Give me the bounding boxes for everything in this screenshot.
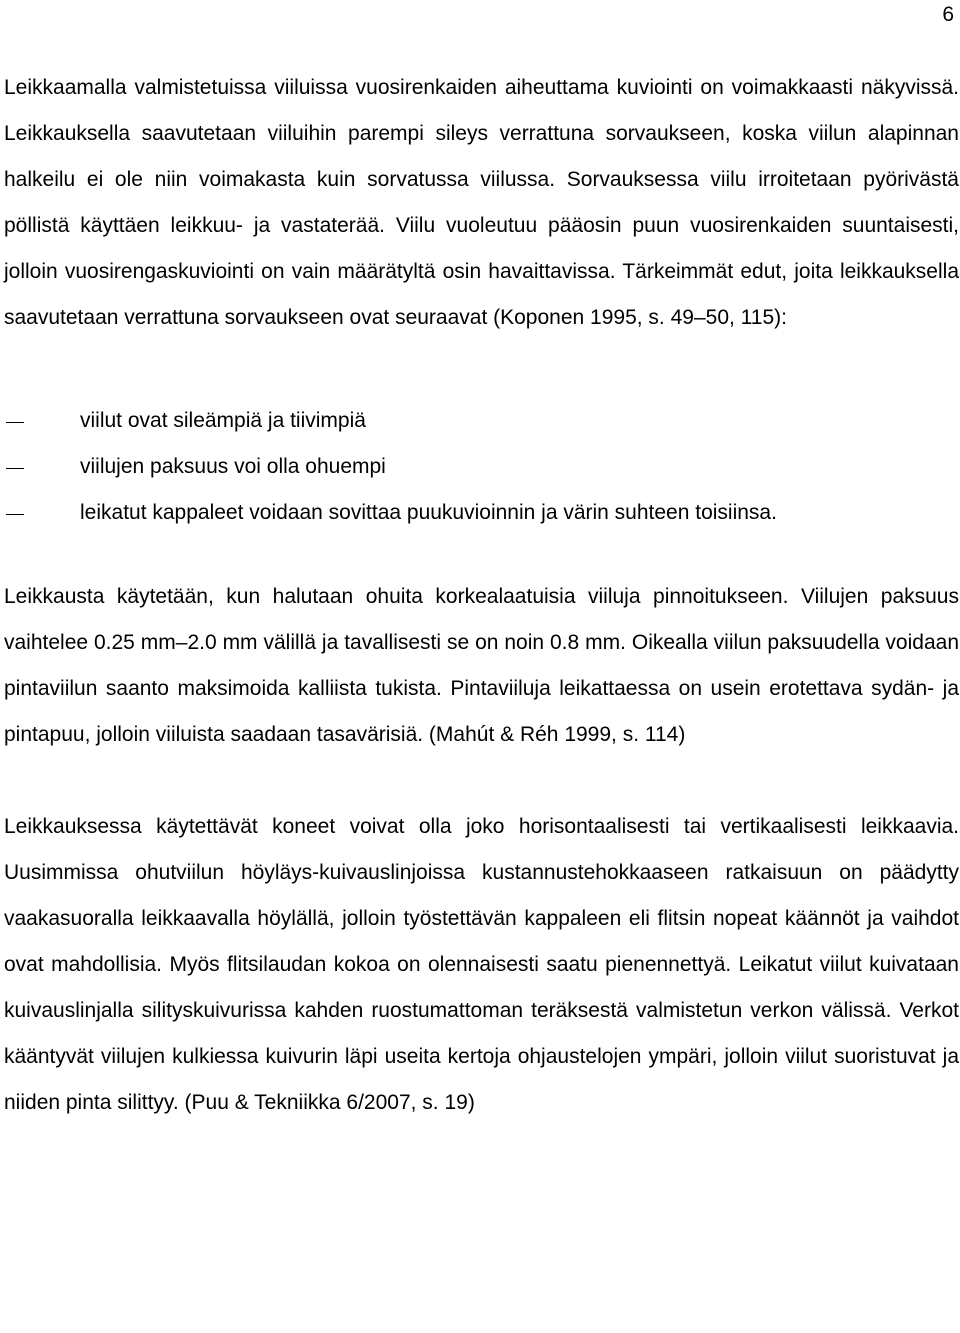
paragraph-3: Leikkauksessa käytettävät koneet voivat olla joko horisontaalisesti tai vertikaalisesti leikkaavia. Uusimmissa ohutviilun höyläys-kuivauslinjoissa kustannustehokkaaseen ratkaisuun on päädytty vaakasuoralla leikkaavalla höylällä, jolloin työstettävän kappaleen eli flitsin nopeat käännöt ja vaihdot ovat mahdollisia. Myös flitsilaudan kokoa on olennaisesti saatu pienennettyä. Leikatut viilut kuivataan kuivauslinjalla silityskuivurissa kahden ruostumattoman teräksestä valmistetun verkon välissä. Verkot kääntyvät viilujen kulkiessa kuivurin läpi useita kertoja ohjaustelojen ympäri, jolloin viilut suoristuvat ja niiden pinta silittyy. (Puu & Tekniikka 6/2007, s. 19) bbox=[4, 815, 959, 1114]
dash-bullet-icon bbox=[6, 468, 24, 469]
paragraph-1: Leikkaamalla valmistetuissa viiluissa vuosirenkaiden aiheuttama kuviointi on voimakkaasti näkyvissä. Leikkauksella saavutetaan viiluihin parempi sileys verrattuna sorvaukseen, koska viilun alapinnan halkeilu ei ole niin voimakasta kuin sorvatussa viilussa. Sorvauksessa viilu irroitetaan pyörivästä pöllistä käyttäen leikkuu- ja vastaterää. Viilu vuoleutuu pääosin puun vuosirenkaiden suuntaisesti, jolloin vuosirengaskuviointi on vain määrätyltä osin havaittavissa. Tärkeimmät edut, joita leikkauksella saavutetaan verrattuna sorvaukseen ovat seuraavat (Koponen 1995, s. 49–50, 115): bbox=[4, 76, 959, 329]
bullet-item-3 bbox=[4, 490, 959, 536]
page-number: 6 bbox=[942, 3, 954, 26]
spacer bbox=[4, 341, 959, 398]
bullet-text: viilut ovat sileämpiä ja tiivimpiä bbox=[80, 409, 366, 432]
bullet-item-1 bbox=[4, 398, 959, 444]
bullet-list bbox=[4, 398, 959, 536]
paragraph-2: Leikkausta käytetään, kun halutaan ohuita korkealaatuisia viiluja pinnoitukseen. Viilujen paksuus vaihtelee 0.25 mm–2.0 mm välillä ja tavallisesti se on noin 0.8 mm. Oikealla viilun paksuudella voidaan pintaviilun saanto maksimoida kalliista tukista. Pintaviiluja leikattaessa on usein erotettava sydän- ja pintapuu, jolloin viiluista saadaan tasavärisiä. (Mahút & Réh 1999, s. 114) bbox=[4, 585, 959, 746]
dash-bullet-icon bbox=[6, 422, 24, 423]
spacer bbox=[4, 758, 959, 804]
dash-bullet-icon bbox=[6, 514, 24, 515]
bullet-text: viilujen paksuus voi olla ohuempi bbox=[80, 455, 386, 478]
spacer bbox=[4, 536, 959, 574]
bullet-text: leikatut kappaleet voidaan sovittaa puukuvioinnin ja värin suhteen toisiinsa. bbox=[80, 501, 777, 524]
bullet-item-2 bbox=[4, 444, 959, 490]
document-body bbox=[4, 65, 959, 1126]
